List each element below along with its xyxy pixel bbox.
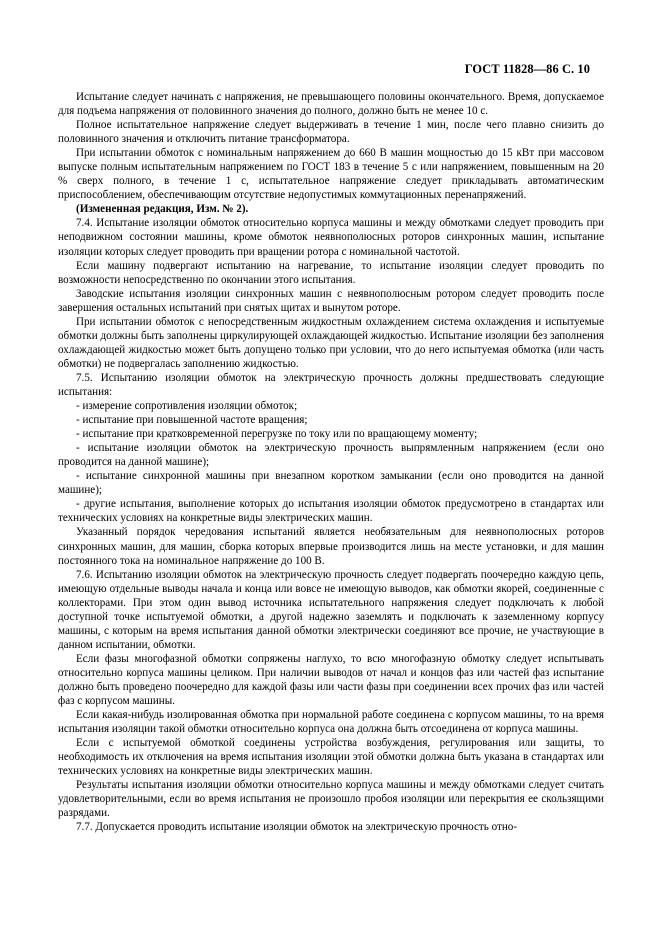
list-item: - испытание синхронной машины при внезапном коротком замыкании (если оно проводится на данной машине); [58,470,604,497]
list-item: - другие испытания, выполнение которых до испытания изоляции обмоток предусмотрено в стандартах или технических условиях на конкретные виды электрических машин. [58,498,604,525]
paragraph: Испытание следует начинать с напряжения, не превышающего половины окончательного. Время, допускаемое для подъема напряжения от половинного значения до полного, должно быть не менее 10 с. [58,91,604,118]
paragraph: Если машину подвергают испытанию на нагревание, то испытание изоляции следует проводить по возможности непосредственно по окончании этого испытания. [58,259,604,286]
list-item: - испытание изоляции обмоток на электрическую прочность выпрямленным напряжением (если оно проводится на данной машине); [58,442,604,469]
paragraph: При испытании обмоток с номинальным напряжением до 660 В машин мощностью до 15 кВт при массовом выпуске полным испытательным напряжением по ГОСТ 183 в течение 5 с или напряжением, повышенным на 20 % сверх полного, в течение 1 с, испытательное напряжение следует прикладывать автоматическим приспособлением, обеспечивающим отсутствие недопустимых коммутационных перенапряжений. [58,147,604,202]
clause-7-6: 7.6. Испытанию изоляции обмоток на электрическую прочность следует подвергать поочередно каждую цепь, имеющую отдельные выводы начала и конца или вовсе не имеющую выводов, как обмотки якорей, соединенные с коллекторами. При этом один вывод источника испытательного напряжения следует подключать к любой доступной точке испытуемой обмотки, а другой надежно заземлять и подключать к заземленному корпусу машины, с которым на время испытания данной обмотки электрически соединяют все прочие, не участвующие в данном испытании, обмотки. [58,568,604,651]
paragraph: Если фазы многофазной обмотки сопряжены наглухо, то всю многофазную обмотку следует испытывать относительно корпуса машины целиком. При наличии выводов от начал и концов фаз или частей фаз испытание должно быть проведено поочередно для каждой фазы или части фазы при соединении всех прочих фаз или частей фаз с корпусом машины. [58,652,604,708]
paragraph: При испытании обмоток с непосредственным жидкостным охлаждением система охлаждения и испытуемые обмотки должны быть заполнены циркулирующей охлаждающей жидкостью. Испытание изоляции без заполнения охлаждающей жидкостью может быть допущено только при условии, что до него испытуемая обмотка (или часть обмотки) не подвергалась заполнению жидкостью. [58,315,604,370]
clause-7-5: 7.5. Испытанию изоляции обмоток на электрическую прочность должны предшествовать следующие испытания: [58,371,604,398]
page-header: ГОСТ 11828—86 С. 10 [464,62,590,76]
clause-7-4: 7.4. Испытание изоляции обмоток относительно корпуса машины и между обмотками следует проводить при неподвижном состоянии машины, кроме обмоток неявнополюсных роторов синхронных машин, испытание изоляции которых следует проводить при вращении ротора с номинальной частотой. [58,217,604,258]
amendment-note: (Измененная редакция, Изм. № 2). [76,203,249,216]
paragraph: Указанный порядок чередования испытаний является необязательным для неявнополюсных роторов синхронных машин, для машин, сборка которых впервые производится лишь на месте установки, и для машин постоянного тока на номинальное напряжение до 100 В. [58,526,604,567]
clause-7-7: 7.7. Допускается проводить испытание изоляции обмоток на электрическую прочность отно- [76,821,518,834]
list-item: - измерение сопротивления изоляции обмоток; [76,400,298,413]
paragraph: Полное испытательное напряжение следует выдерживать в течение 1 мин, после чего плавно снизить до половинного значения и отключить питание трансформатора. [58,119,604,146]
list-item: - испытание при кратковременной перегрузке по току или по вращающему моменту; [76,428,478,441]
paragraph: Заводские испытания изоляции синхронных машин с неявнополюсным ротором следует проводить после завершения остальных испытаний при снятых щитах и вынутом роторе. [58,287,604,314]
list-item: - испытание при повышенной частоте вращения; [76,414,308,427]
paragraph: Если какая-нибудь изолированная обмотка при нормальной работе соединена с корпусом машины, то на время испытания изоляции такой обмотки относительно корпуса она должна быть отсоединена от корпуса машины. [58,709,604,736]
paragraph: Если с испытуемой обмоткой соединены устройства возбуждения, регулирования или защиты, то необходимость их отключения на время испытания изоляции этой обмотки должна быть указана в стандартах или технических условиях на конкретные виды электрических машин. [58,737,604,778]
paragraph: Результаты испытания изоляции обмотки относительно корпуса машины и между обмотками следует считать удовлетворительными, если во время испытания не произошло пробоя изоляции или перекрытия ее скользящими разрядами. [58,779,604,820]
document-body [58,62,604,834]
